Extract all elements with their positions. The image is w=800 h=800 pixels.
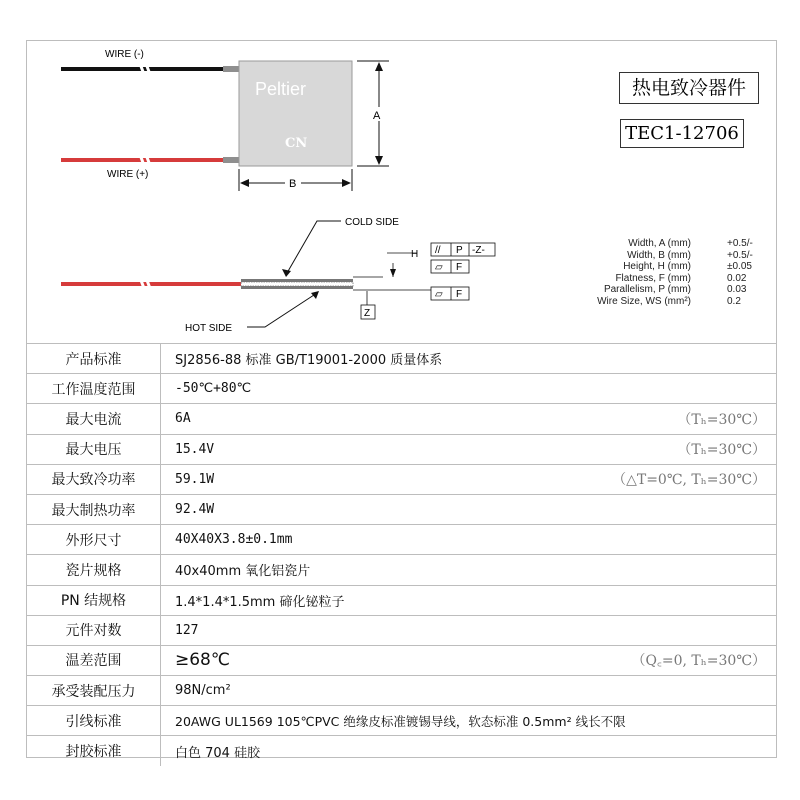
flatness-label-bottom: F [456,289,463,300]
row-value: 6A [175,411,191,427]
module-brand: Peltier [255,79,307,99]
row-key: 最大电压 [27,434,161,464]
row-key: 元件对数 [27,615,161,645]
spec-row: Wire Size, WS (mm²) 0.2 [597,295,741,307]
wire-negative-label: WIRE (-) [105,49,144,60]
row-cell [161,464,777,494]
row-value: SJ2856-88 标准 GB/T19001-2000 质量体系 [161,344,777,374]
table-row [27,645,776,675]
row-value: 59.1W [175,471,215,487]
table-row [27,585,776,615]
product-name: 热电致冷器件 [619,72,759,104]
table-row [27,706,776,736]
dimension-b: B [289,178,297,190]
cold-side-label: COLD SIDE [345,217,399,228]
spec-row: Width, A (mm) +0.5/- [628,238,753,249]
row-value: 92.4W [161,494,777,524]
flatness-label-top: F [456,262,463,273]
row-value: 40x40mm 氧化铝瓷片 [161,555,777,585]
row-key: 产品标准 [27,344,161,374]
height-label: H [411,249,419,260]
table-row [27,494,776,524]
row-value: ≥68℃ [175,650,230,671]
row-value: 1.4*1.4*1.5mm 碲化铋粒子 [161,585,777,615]
spec-table [27,343,776,766]
row-value: 98N/cm² [161,676,777,706]
row-key: 最大致冷功率 [27,464,161,494]
spec-row: Height, H (mm) ±0.05 [623,261,752,272]
parallelism-label: P [456,245,463,256]
table-row [27,464,776,494]
row-note: （△T=0℃, Tₕ=30℃） [612,472,766,489]
row-note: （Tₕ=30℃） [677,442,766,459]
row-key: 温差范围 [27,645,161,675]
row-key: 外形尺寸 [27,525,161,555]
row-value: 20AWG UL1569 105℃PVC 绝缘皮标准镀锡导线，软态标准 0.5mm² 线长不限 [161,706,777,736]
table-row [27,525,776,555]
row-value: 15.4V [175,441,215,457]
row-key: 瓷片规格 [27,555,161,585]
table-row [27,344,776,374]
table-row [27,676,776,706]
row-cell [161,404,777,434]
spec-row: Flatness, F (mm) 0.02 [615,272,747,284]
row-key: 最大制热功率 [27,494,161,524]
parallelism-symbol: // [435,245,441,256]
table-row [27,404,776,434]
datum-reference: -Z- [472,245,485,256]
row-key: 引线标准 [27,706,161,736]
table-row [27,374,776,404]
row-key: 最大电流 [27,404,161,434]
dimension-a: A [373,110,381,122]
spec-row: Parallelism, P (mm) 0.03 [603,284,747,295]
row-key: 工作温度范围 [27,374,161,404]
spec-row: Width, B (mm) +0.5/- [627,249,753,261]
table-row [27,615,776,645]
datasheet [26,40,777,761]
row-key: 封胶标准 [27,736,161,766]
table-row [27,434,776,464]
row-cell [161,434,777,464]
tolerance-specs [459,238,779,307]
row-value: 白色 704 硅胶 [161,736,777,766]
row-value: -50℃+80℃ [161,374,777,404]
row-note: （Q꜀=0, Tₕ=30℃） [631,653,766,670]
row-value: 40X40X3.8±0.1mm [161,525,777,555]
row-value: 127 [161,615,777,645]
flatness-symbol-top: ▱ [435,262,443,273]
row-note: （Tₕ=30℃） [677,411,766,428]
model-number: TEC1-12706 [620,119,744,148]
flatness-symbol-bottom: ▱ [435,289,443,300]
datum-z: Z [364,308,371,319]
module-mark: CN [285,136,308,151]
row-cell [161,645,777,675]
hot-side-label: HOT SIDE [185,323,233,334]
row-key: PN 结规格 [27,585,161,615]
table-row [27,555,776,585]
wire-positive-label: WIRE (+) [107,169,149,180]
row-key: 承受装配压力 [27,676,161,706]
table-row [27,736,776,766]
